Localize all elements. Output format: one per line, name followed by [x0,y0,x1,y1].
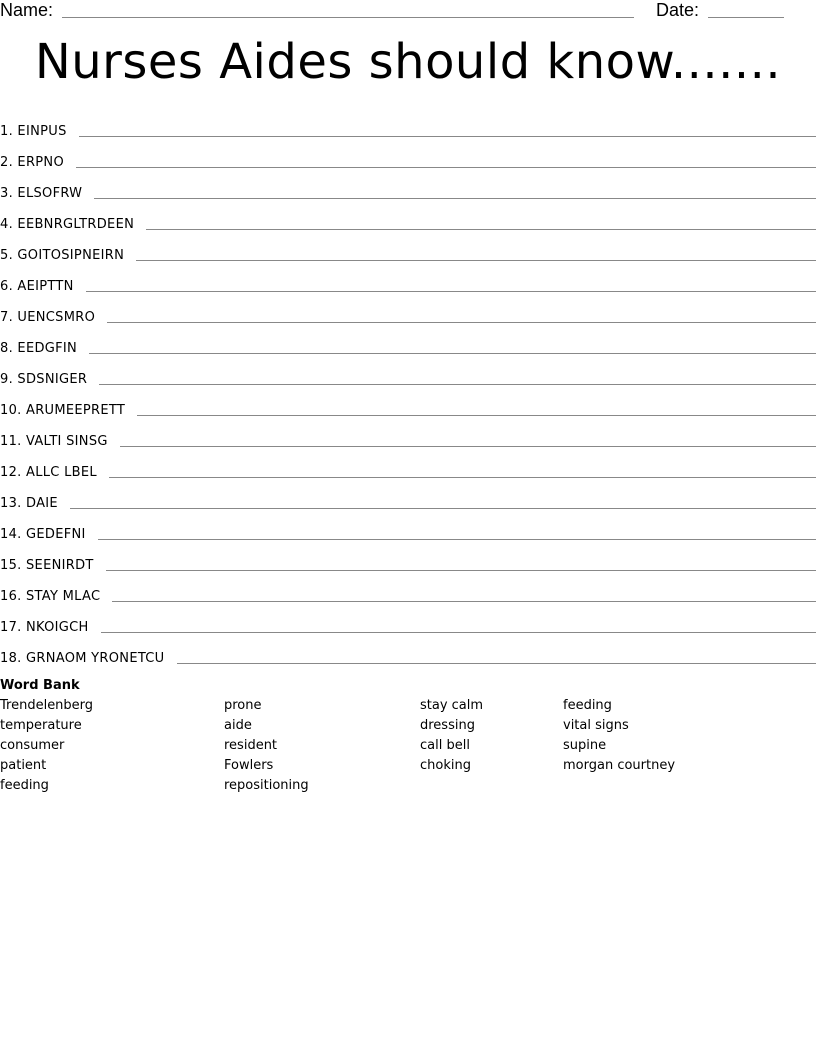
scramble-row [0,420,816,451]
scramble-row [0,389,816,420]
scramble-clue: 10. ARUMEEPRETT [0,403,126,418]
word-bank-item: temperature [0,718,82,733]
date-label: Date: [656,0,700,20]
scramble-clue: 11. VALTI SINSG [0,434,108,449]
scramble-row [0,482,816,513]
answer-line [120,445,816,447]
scramble-row [0,172,816,203]
word-bank-item: choking [420,758,471,773]
word-bank-item: prone [224,698,262,713]
scramble-row [0,203,816,234]
scramble-clue: 9. SDSNIGER [0,372,88,387]
word-bank-item: aide [224,718,252,733]
word-bank-item: Trendelenberg [0,698,94,713]
answer-line [70,507,816,509]
answer-line [98,538,816,540]
scramble-clue: 12. ALLC LBEL [0,465,97,480]
worksheet-header [0,0,816,30]
word-bank-item: morgan courtney [563,758,676,773]
answer-line [146,228,816,230]
word-bank-column [0,696,93,796]
word-bank-columns [0,696,816,796]
scramble-row [0,327,816,358]
scramble-row [0,637,816,668]
scramble-row [0,544,816,575]
answer-line [107,321,816,323]
word-bank-item: patient [0,758,47,773]
page-title: Nurses Aides should know....... [34,34,782,90]
word-bank-item: resident [224,738,278,753]
word-bank-item: feeding [0,778,49,793]
answer-line [86,290,816,292]
scramble-row [0,451,816,482]
answer-line [109,476,816,478]
word-bank-item: repositioning [224,778,309,793]
word-bank-item: vital signs [563,718,629,733]
scramble-clue: 1. EINPUS [0,124,67,139]
answer-line [99,383,816,385]
scramble-clue: 15. SEENIRDT [0,558,94,573]
scramble-clue: 6. AEIPTTN [0,279,74,294]
scramble-clue: 3. ELSOFRW [0,186,83,201]
answer-line [112,600,816,602]
answer-line [89,352,816,354]
word-bank-column [563,696,675,776]
word-bank-item: supine [563,738,607,753]
name-answer-line [62,17,634,18]
scramble-list [0,110,816,668]
scramble-clue: 16. STAY MLAC [0,589,101,604]
scramble-clue: 7. UENCSMRO [0,310,96,325]
scramble-clue: 8. EEDGFIN [0,341,78,356]
scramble-clue: 14. GEDEFNI [0,527,86,542]
scramble-clue: 18. GRNAOM YRONETCU [0,651,165,666]
word-bank-title: Word Bank [0,678,80,693]
name-label: Name: [0,0,54,20]
answer-line [76,166,816,168]
word-bank-column [420,696,483,776]
scramble-clue: 17. NKOIGCH [0,620,89,635]
answer-line [94,197,816,199]
scramble-row [0,296,816,327]
word-bank-item: call bell [420,738,470,753]
word-bank-column [224,696,309,796]
scramble-row [0,513,816,544]
answer-line [136,259,816,261]
answer-line [177,662,816,664]
answer-line [79,135,816,137]
word-bank-item: dressing [420,718,475,733]
scramble-clue: 5. GOITOSIPNEIRN [0,248,125,263]
answer-line [137,414,816,416]
scramble-row [0,575,816,606]
scramble-row [0,234,816,265]
word-bank [0,676,816,796]
answer-line [101,631,816,633]
scramble-row [0,110,816,141]
scramble-row [0,141,816,172]
scramble-clue: 2. ERPNO [0,155,64,170]
word-bank-item: consumer [0,738,65,753]
scramble-clue: 13. DAIE [0,496,58,511]
scramble-row [0,358,816,389]
word-bank-item: Fowlers [224,758,274,773]
word-bank-item: stay calm [420,698,484,713]
date-answer-line [708,17,784,18]
answer-line [106,569,816,571]
scramble-row [0,265,816,296]
scramble-row [0,606,816,637]
word-bank-item: feeding [563,698,612,713]
scramble-clue: 4. EEBNRGLTRDEEN [0,217,135,232]
